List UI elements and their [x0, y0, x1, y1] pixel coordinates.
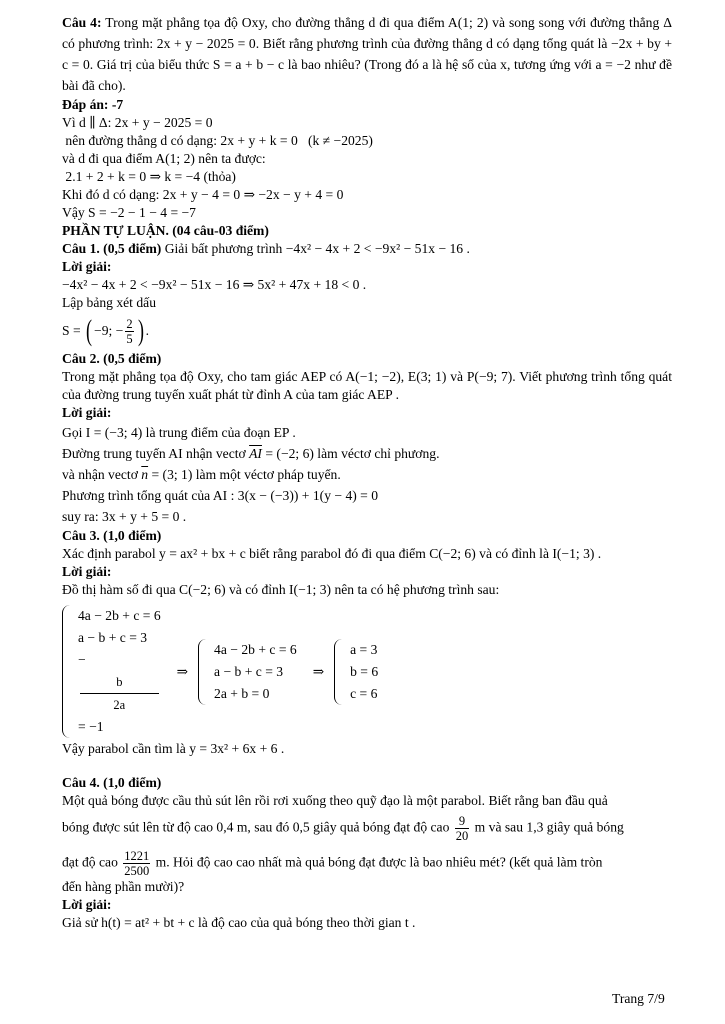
vector-n: $\overline{n}$: [141, 467, 149, 482]
q4-mc-text: Trong mặt phẳng tọa độ Oxy, cho đường thẳng d đi qua điểm A(1; 2) và song song với đường thẳng Δ có phương trình: 2x + y − 2025 = 0. Biết rằng phương trình của đường thẳng d có dạng tổng quát là −2x + by + c = 0. Giá trị của biểu thức S = a + b − c là bao nhiêu? (Trong đó a là hệ số của x, tương ứng với a = −2 như đề bài đã cho).: [62, 15, 672, 93]
c3-equation-systems: 4a − 2b + c = 6 a − b + c = 3 − b 2a = −1 ⇒ 4a − 2b + c = 6 a − b + c = 3 2a + b = 0 ⇒ a = 3 b = 6 c = 6: [62, 605, 672, 738]
c4-text-1: Một quả bóng được cầu thủ sút lên rồi rơi xuống theo quỹ đạo là một parabol. Biết rằng ban đầu quả: [62, 793, 608, 808]
c1-set-fraction: $\frac{2}{5}$: [126, 316, 133, 346]
c3-conclusion: Vậy parabol cần tìm là y = 3x² + 6x + 6 .: [62, 741, 285, 756]
system-2: 4a − 2b + c = 6 a − b + c = 3 2a + b = 0: [198, 639, 297, 705]
q4-mc-line-1: Vì d ∥ Δ: 2x + y − 2025 = 0: [62, 115, 213, 130]
c2-solution-label: Lời giải:: [62, 405, 112, 420]
q4-mc-line-3: và d đi qua điểm A(1; 2) nên ta được:: [62, 151, 266, 166]
q4-mc-line-6: Vậy S = −2 − 1 − 4 = −7: [62, 205, 196, 220]
c3-line-1: Đồ thị hàm số đi qua C(−2; 6) và có đỉnh I(−1; 3) nên ta có hệ phương trình sau:: [62, 582, 500, 597]
c1-title: Câu 1. (0,5 điểm): [62, 241, 162, 256]
c1-line-1: −4x² − 4x + 2 < −9x² − 51x − 16 ⇒ 5x² + 47x + 18 < 0 .: [62, 277, 367, 292]
system-1: 4a − 2b + c = 6 a − b + c = 3 − b 2a = −1: [62, 605, 161, 738]
q4-mc-question: [62, 12, 672, 96]
q4-mc-line-4: 2.1 + 2 + k = 0 ⇒ k = −4 (thỏa): [62, 169, 236, 184]
section-title: PHẦN TỰ LUẬN. (04 câu-03 điểm): [62, 223, 269, 238]
c2-line-2: Đường trung tuyến AI nhận vectơ $\overline{AI} = (-2$; 6) làm véctơ chỉ phương.: [62, 446, 440, 461]
page-number: Trang 7/9: [612, 991, 665, 1006]
c1-solution-set: S = ( −9; − $\frac{2}{5}$ ) .: [62, 314, 149, 347]
c3-solution-label: Lời giải:: [62, 564, 112, 579]
c2-text: Trong mặt phẳng tọa độ Oxy, cho tam giác AEP có A(−1; −2), E(3; 1) và P(−9; 7). Viết phương trình tổng quát của đường trung tuyến xuất phát từ đỉnh A của tam giác AEP .: [62, 369, 672, 402]
system-3: a = 3 b = 6 c = 6: [334, 639, 378, 705]
c4-fraction-2: $\frac{1221}{2500}$: [124, 849, 150, 878]
c4-solution-label: Lời giải:: [62, 897, 112, 912]
c2-line-3: và nhận vectơ $\overline{n} = (3$; 1) làm một véctơ pháp tuyến.: [62, 467, 341, 482]
c4-line-1: Giả sử h(t) = at² + bt + c là độ cao của quả bóng theo thời gian t .: [62, 915, 416, 930]
c4-text-2: bóng được sút lên từ độ cao 0,4 m, sau đó 0,5 giây quả bóng đạt độ cao $\frac{9}{20}$ m và sau 1,3 giây quả bóng: [62, 814, 624, 843]
vector-ai: $\overline{AI}$: [249, 446, 262, 461]
c1-text: Giải bất phương trình −4x² − 4x + 2 < −9x² − 51x − 16 .: [161, 241, 470, 256]
c4-text-3: đạt độ cao $\frac{1221}{2500}$ m. Hỏi độ cao cao nhất mà quả bóng đạt được là bao nhiêu mét? (kết quả làm tròn: [62, 849, 603, 878]
c3-text: Xác định parabol y = ax² + bx + c biết rằng parabol đó đi qua điểm C(−2; 6) và có đỉnh là I(−1; 3) .: [62, 546, 602, 561]
c1-line-2: Lập bảng xét dấu: [62, 295, 156, 310]
q4-mc-title: Câu 4:: [62, 15, 102, 30]
c2-line-5: suy ra: 3x + y + 5 = 0 .: [62, 509, 187, 524]
c2-line-4: Phương trình tổng quát của AI : 3(x − (−3)) + 1(y − 4) = 0: [62, 488, 379, 503]
q4-mc-line-2: nên đường thẳng d có dạng: 2x + y + k = 0 (k ≠ −2025): [62, 133, 373, 148]
q4-mc-line-5: Khi đó d có dạng: 2x + y − 4 = 0 ⇒ −2x − y + 4 = 0: [62, 187, 344, 202]
c1-question: [62, 240, 672, 258]
c2-title: Câu 2. (0,5 điểm): [62, 351, 162, 366]
c4-text-4: đến hàng phần mười)?: [62, 879, 185, 894]
c1-solution-label: Lời giải:: [62, 259, 112, 274]
q4-mc-answer: Đáp án: -7: [62, 97, 124, 112]
c4-fraction-1: $\frac{9}{20}$: [455, 814, 469, 843]
c2-line-1: Gọi I = (−3; 4) là trung điểm của đoạn EP .: [62, 425, 296, 440]
c4-title: Câu 4. (1,0 điểm): [62, 775, 162, 790]
c3-title: Câu 3. (1,0 điểm): [62, 528, 162, 543]
page-content: [62, 12, 672, 932]
